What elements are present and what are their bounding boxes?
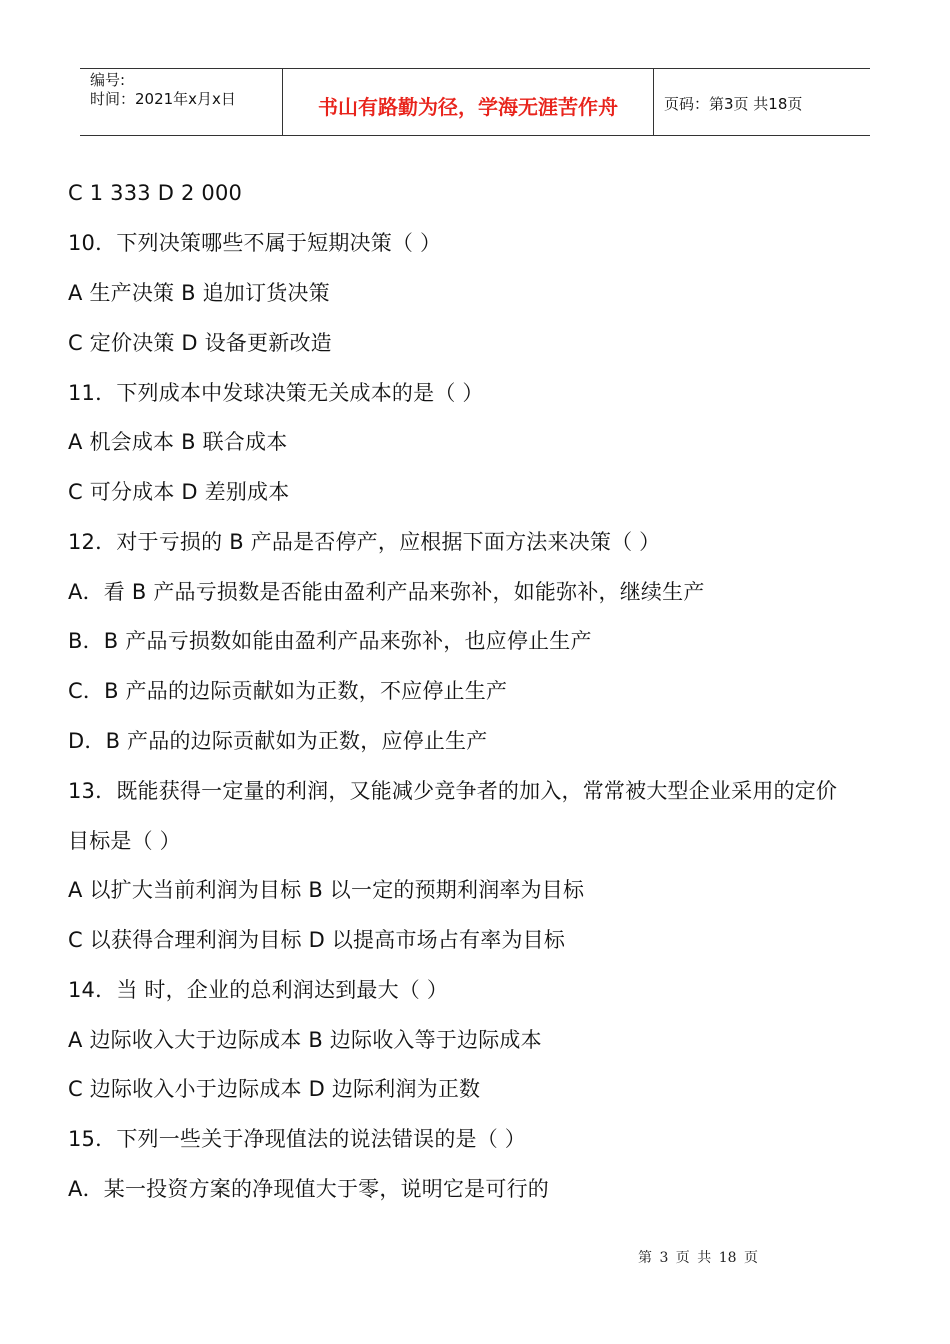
option-line-10cd: C 定价决策 D 设备更新改造 xyxy=(68,331,332,355)
option-line-13ab: A 以扩大当前利润为目标 B 以一定的预期利润率为目标 xyxy=(68,878,585,902)
option-line-14ab: A 边际收入大于边际成本 B 边际收入等于边际成本 xyxy=(68,1028,542,1052)
header-page-info: 页码：第3页 共18页 xyxy=(664,95,803,113)
option-15a: A．某一投资方案的净现值大于零，说明它是可行的 xyxy=(68,1177,549,1201)
header-motto: 书山有路勤为径，学海无涯苦作舟 xyxy=(282,69,654,135)
question-15: 15．下列一些关于净现值法的说法错误的是（ ） xyxy=(68,1127,526,1151)
header-time-label: 时间：2021年x月x日 xyxy=(90,90,236,108)
option-12c: C．B 产品的边际贡献如为正数，不应停止生产 xyxy=(68,679,508,703)
option-line-11ab: A 机会成本 B 联合成本 xyxy=(68,430,288,454)
question-11: 11．下列成本中发球决策无关成本的是（ ） xyxy=(68,381,484,405)
option-12d: D．B 产品的边际贡献如为正数，应停止生产 xyxy=(68,729,488,753)
question-12: 12．对于亏损的 B 产品是否停产，应根据下面方法来决策（ ） xyxy=(68,530,661,554)
option-line-14cd: C 边际收入小于边际成本 D 边际利润为正数 xyxy=(68,1077,481,1101)
question-13: 13．既能获得一定量的利润，又能减少竞争者的加入，常常被大型企业采用的定价 xyxy=(68,779,838,803)
page-header xyxy=(80,68,870,136)
question-13-continued: 目标是（ ） xyxy=(68,829,181,853)
option-line-9cd: C 1 333 D 2 000 xyxy=(68,181,243,205)
option-line-10ab: A 生产决策 B 追加订货决策 xyxy=(68,281,330,305)
option-line-11cd: C 可分成本 D 差别成本 xyxy=(68,480,290,504)
question-10: 10．下列决策哪些不属于短期决策（ ） xyxy=(68,231,442,255)
header-number-label: 编号: xyxy=(90,71,126,89)
page-footer: 第 3 页 共 18 页 xyxy=(638,1250,758,1266)
question-14: 14．当 时，企业的总利润达到最大（ ） xyxy=(68,978,449,1002)
header-meta xyxy=(80,69,282,135)
option-line-13cd: C 以获得合理利润为目标 D 以提高市场占有率为目标 xyxy=(68,928,566,952)
option-12b: B．B 产品亏损数如能由盈利产品来弥补，也应停止生产 xyxy=(68,629,592,653)
option-12a: A．看 B 产品亏损数是否能由盈利产品来弥补，如能弥补，继续生产 xyxy=(68,580,705,604)
